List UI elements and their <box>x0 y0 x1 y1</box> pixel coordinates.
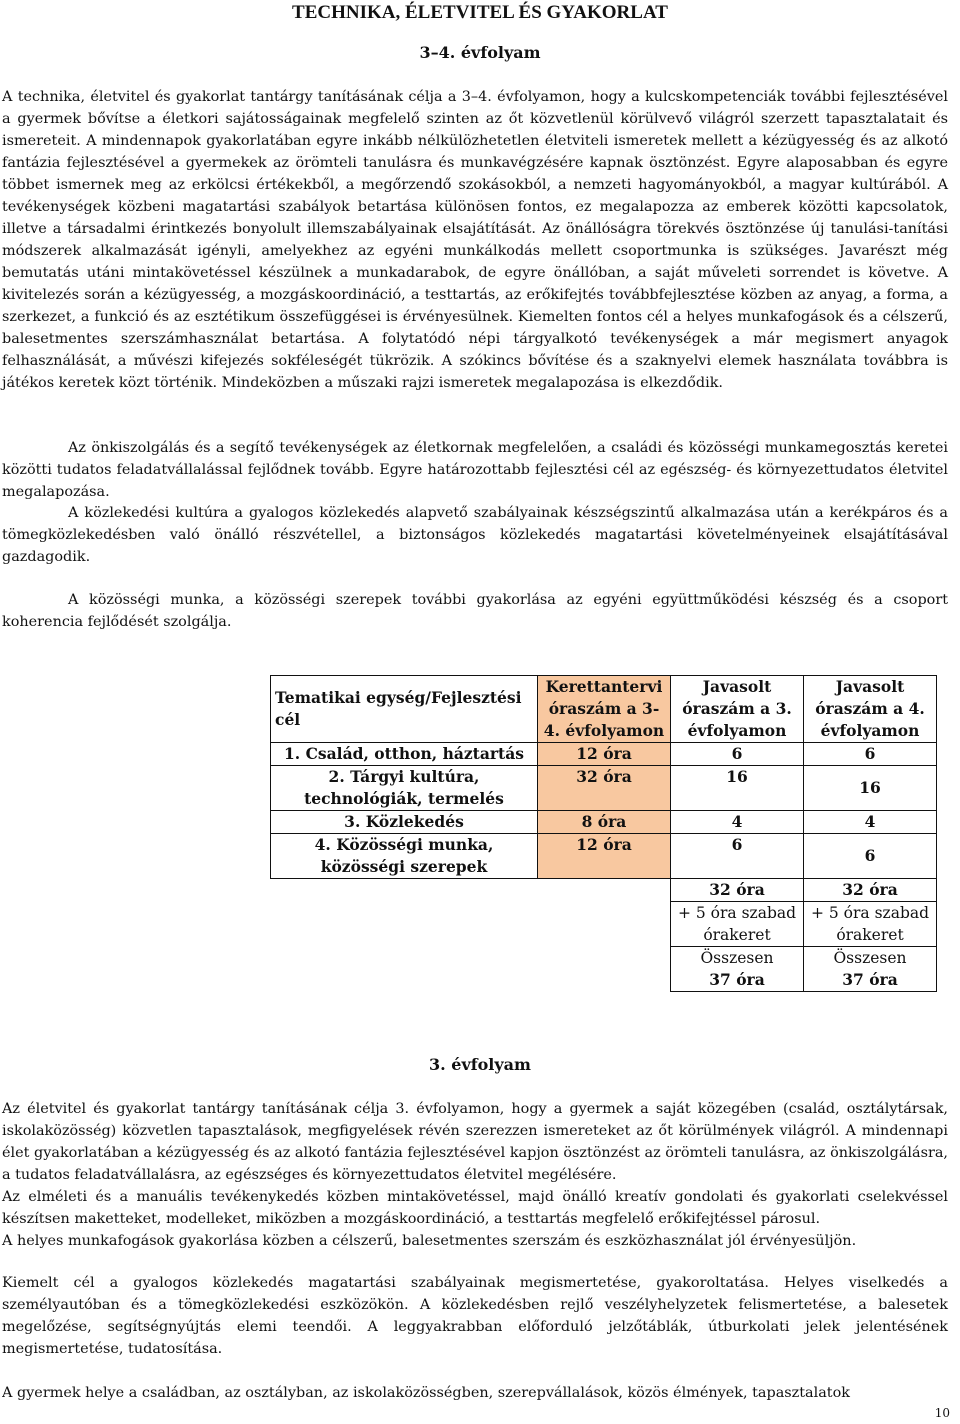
table-row <box>271 766 937 811</box>
row-frame-hours: 12 óra <box>538 743 671 766</box>
grade3-paragraph-4: Kiemelt cél a gyalogos közlekedés magatartási szabályainak megismertetése, gyakoroltatása. Helyes viselkedés a személyautóban és a tömegközlekedési eszközökön. A közlekedésben rejlő veszélyhelyzetek felismertetése, a balesetek megelőzése, segítségnyújtás elemi teendői. A leggyakrabban előforduló jelzőtáblák, útburkolati jelek jelentésének megismertetése, tudatosítása. <box>2 1275 948 1357</box>
grade3-paragraph-5: A gyermek helye a családban, az osztályban, az iskolaközösségben, szerepvállalások, közös élmények, tapasztalatok <box>2 1385 850 1401</box>
intro-paragraph-2: Az önkiszolgálás és a segítő tevékenységek az életkornak megfelelően, a családi és közösségi munkamegosztás keretei közötti tudatos feladatvállalással fejlődnek tovább. Egyre határozottabb fejlesztési cél az egészség- és környezettudatos életvitel megalapozása. <box>2 440 948 500</box>
grade4-free-hours: + 5 óra szabad órakeret <box>804 902 937 947</box>
grade3-sum-label: Összesen <box>700 949 774 967</box>
page-number: 10 <box>934 1406 950 1420</box>
grade3-heading: 3. évfolyam <box>429 1055 531 1074</box>
row-frame-hours: 8 óra <box>538 811 671 834</box>
table-row <box>271 743 937 766</box>
grade4-sum-label: Összesen <box>833 949 907 967</box>
grade3-free-hours: + 5 óra szabad órakeret <box>671 902 804 947</box>
table-row <box>271 811 937 834</box>
hours-table <box>270 675 937 992</box>
grade3-paragraph-2: Az elméleti és a manuális tevékenykedés közben mintakövetéssel, majd önálló kreatív gondolati és gyakorlati cselekvéssel készítsen maketteket, modelleket, miközben a mozgáskoordináció, a testtartás megfelelő erőkifejtéssel párosul. <box>2 1189 948 1227</box>
table-header-row <box>271 676 937 743</box>
row-grade4-hours: 6 <box>804 743 937 766</box>
grade3-sum-cell <box>671 947 804 992</box>
row-grade4-hours: 6 <box>804 834 937 879</box>
grade-range-heading: 3–4. évfolyam <box>419 43 541 62</box>
table-sum-row <box>271 947 937 992</box>
row-grade4-hours: 4 <box>804 811 937 834</box>
grade3-paragraph-3: A helyes munkafogások gyakorlása közben a célszerű, balesetmentes szerszám és eszközhasználat jól érvényesüljön. <box>2 1233 857 1249</box>
row-frame-hours: 12 óra <box>538 834 671 879</box>
header-frame-hours: Kerettantervi óraszám a 3-4. évfolyamon <box>538 676 671 743</box>
intro-paragraph-4: A közösségi munka, a közösségi szerepek további gyakorlása az egyéni együttműködési készség és a csoport koherencia fejlődését szolgálja. <box>2 592 948 630</box>
row-grade3-hours: 16 <box>671 766 804 811</box>
table-row <box>271 834 937 879</box>
row-frame-hours: 32 óra <box>538 766 671 811</box>
grade4-total-hours: 32 óra <box>804 879 937 902</box>
row-topic: 2. Tárgyi kultúra, technológiák, termelés <box>271 766 538 811</box>
table-totals-row <box>271 879 937 902</box>
header-grade4-hours: Javasolt óraszám a 4. évfolyamon <box>804 676 937 743</box>
grade3-paragraph-1: Az életvitel és gyakorlat tantárgy tanításának célja 3. évfolyamon, hogy a gyermek a saját közegében (család, osztálytársak, iskolaközösség) közvetlen tapasztalások, megfigyelések révén szerezzen ismereteket az őt körülmények világról. A mindennapi élet gyakorlatában a kézügyesség és az alkotó fantázia fejlesztésével kapjon ösztönzést az örömteli tanulásra, az önkiszolgálásra, a tudatos feladatvállalásra, az egészséges és környezettudatos életvitel megélésére. <box>2 1101 948 1183</box>
row-topic: 3. Közlekedés <box>271 811 538 834</box>
row-topic: 1. Család, otthon, háztartás <box>271 743 538 766</box>
table-free-hours-row <box>271 902 937 947</box>
grade3-sum-value: 37 óra <box>709 970 765 989</box>
intro-paragraph-1: A technika, életvitel és gyakorlat tantárgy tanításának célja a 3–4. évfolyamon, hogy a kulcskompetenciák további fejlesztésével a gyermek bővítse a életkori sajátosságainak megfelelő szinten az őt közvetlenül körülvevő világról szerzett tapasztalatait és ismereteit. A mindennapok gyakorlatában egyre inkább nélkülözhetetlen életviteli ismeretek mellett a kézügyesség és az alkotó fantázia fejlesztésével a gyermekek az örömteli tanulásra és munkavégzésére kapnak ösztönzést. Egyre alaposabban és egyre többet ismernek meg az erkölcsi értékekből, a megőrzendő szokásokból, a nemzeti hagyományokból, a magyar kultúrából. A tevékenységek közbeni magatartási szabályok betartása különösen fontos, ez megalapozza az emberek közötti kapcsolatok, illetve a társadalmi érintkezés bonyolult illemszabályainak elsajátítását. Az önállóságra törekvés ösztönzése új tanulási-tanítási módszerek alkalmazását igényli, amelyekhez az egyéni munkálkodás mellett csoportmunka is szükséges. Javarészt még bemutatás utáni mintakövetéssel készülnek a munkadarabok, de egyre önállóban, a saját műveleti sorrendet is követve. A kivitelezés során a kézügyesség, a mozgáskoordináció, a testtartás, az erőkifejtés továbbfejlesztése közben az anyag, a forma, a szerkezet, a funkció és az esztétikum összefüggései is érvényesülnek. Kiemelten fontos cél a helyes munkafogások és a célszerű, balesetmentes szerszámhasználat betartása. A folytatódó népi tárgyalkotó tevékenységek a már megismert anyagok felhasználását, a művészi kifejezés sokféleségét tükrözik. A szókincs bővítése és a szaknyelvi elemek használata továbbra is játékos keretek közt történik. Mindeközben a műszaki rajzi ismeretek megalapozása is elkezdődik. <box>2 89 948 391</box>
row-topic: 4. Közösségi munka, közösségi szerepek <box>271 834 538 879</box>
row-grade3-hours: 6 <box>671 743 804 766</box>
page-title: TECHNIKA, ÉLETVITEL ÉS GYAKORLAT <box>292 2 668 23</box>
header-topic: Tematikai egység/Fejlesztési cél <box>271 676 538 743</box>
intro-paragraph-3: A közlekedési kultúra a gyalogos közlekedés alapvető szabályainak készségszintű alkalmazása után a kerékpáros és a tömegközlekedésben való önálló részvétellel, a biztonságos közlekedés magatartási követelményeinek elsajátításával gazdagodik. <box>2 505 948 565</box>
row-grade3-hours: 4 <box>671 811 804 834</box>
grade4-sum-value: 37 óra <box>842 970 898 989</box>
grade4-sum-cell <box>804 947 937 992</box>
grade3-total-hours: 32 óra <box>671 879 804 902</box>
header-grade3-hours: Javasolt óraszám a 3. évfolyamon <box>671 676 804 743</box>
row-grade3-hours: 6 <box>671 834 804 879</box>
row-grade4-hours: 16 <box>804 766 937 811</box>
